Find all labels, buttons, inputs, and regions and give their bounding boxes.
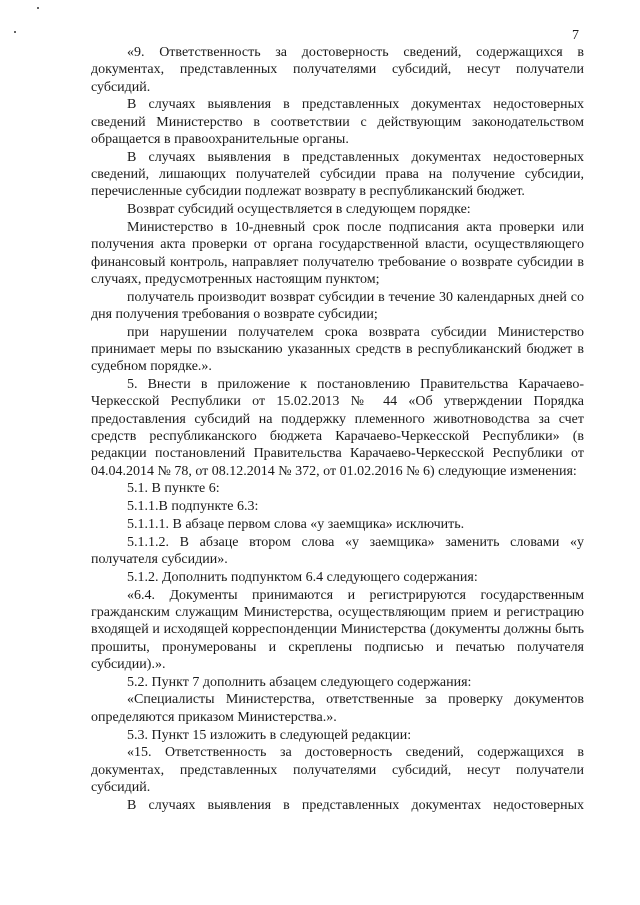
paragraph: 5.1.1.В подпункте 6.3: [127,499,259,515]
document-body [91,44,584,815]
paragraph: «Специалисты Министерства, ответственные за проверку документов определяются приказом Министерства.». [91,692,584,725]
paragraph: получатель производит возврат субсидии в течение 30 календарных дней со дня получения требования о возврате субсидии; [91,289,584,322]
paragraph: 5.2. Пункт 7 дополнить абзацем следующего содержания: [127,674,472,690]
paragraph: 5. Внести в приложение к постановлению Правительства Карачаево-Черкесской Республики от 15.02.2013 № 44 «Об утверждении Порядка предоставления субсидий на поддержку племенного животноводства за счет средств республиканского бюджета Карачаево-Черкесской Республики» (в редакции постановлений Правительства Карачаево-Черкесской Республики от 04.04.2014 № 78, от 08.12.2014 № 372, от 01.02.2016 № 6) следующие изменения: [91,377,584,479]
paragraph: 5.1.2. Дополнить подпунктом 6.4 следующего содержания: [127,569,478,585]
paragraph: 5.1. В пункте 6: [127,481,220,497]
page-number: 7 [572,28,579,43]
paragraph: Министерство в 10-дневный срок после подписания акта проверки или получения акта проверки от органа государственной власти, осуществляющего финансовый контроль, направляет получателю требование о возврате субсидии в случаях, предусмотренных настоящим пунктом; [91,219,584,287]
scan-speck [14,31,16,33]
paragraph: 5.1.1.2. В абзаце втором слова «у заемщика» заменить словами «у получателя субсидии». [91,534,584,568]
paragraph: В случаях выявления в представленных документах недостоверных сведений Министерство в соответствии с действующим законодательством обращается в правоохранительные органы. [91,97,584,147]
paragraph: В случаях выявления в представленных документах недостоверных сведений, лишающих получателей субсидии права на получение субсидии, перечисленные субсидии подлежат возврату в республиканский бюджет. [91,149,584,200]
paragraph: «15. Ответственность за достоверность сведений, содержащихся в документах, представленных получателями субсидий, несут получатели субсидий. [91,745,584,795]
paragraph: 5.1.1.1. В абзаце первом слова «у заемщика» исключить. [127,517,465,533]
paragraph: при нарушении получателем срока возврата субсидии Министерство принимает меры по взысканию указанных средств в республиканский бюджет в судебном порядке.». [91,324,584,375]
scan-speck [37,7,39,9]
paragraph: Возврат субсидий осуществляется в следующем порядке: [127,202,471,218]
paragraph: «9. Ответственность за достоверность сведений, содержащихся в документах, представленных получателями субсидий, несут получатели субсидий. [91,45,584,95]
paragraph: 5.3. Пункт 15 изложить в следующей редакции: [127,727,412,743]
paragraph: В случаях выявления в представленных документах недостоверных [127,797,584,813]
paragraph: «6.4. Документы принимаются и регистрируются государственным гражданским служащим Министерства, осуществляющим прием и регистрацию входящей и исходящей корреспонденции Министерства (документы должны быть прошиты, пронумерованы и скреплены подписью и печатью получателя субсидии).». [91,587,584,672]
